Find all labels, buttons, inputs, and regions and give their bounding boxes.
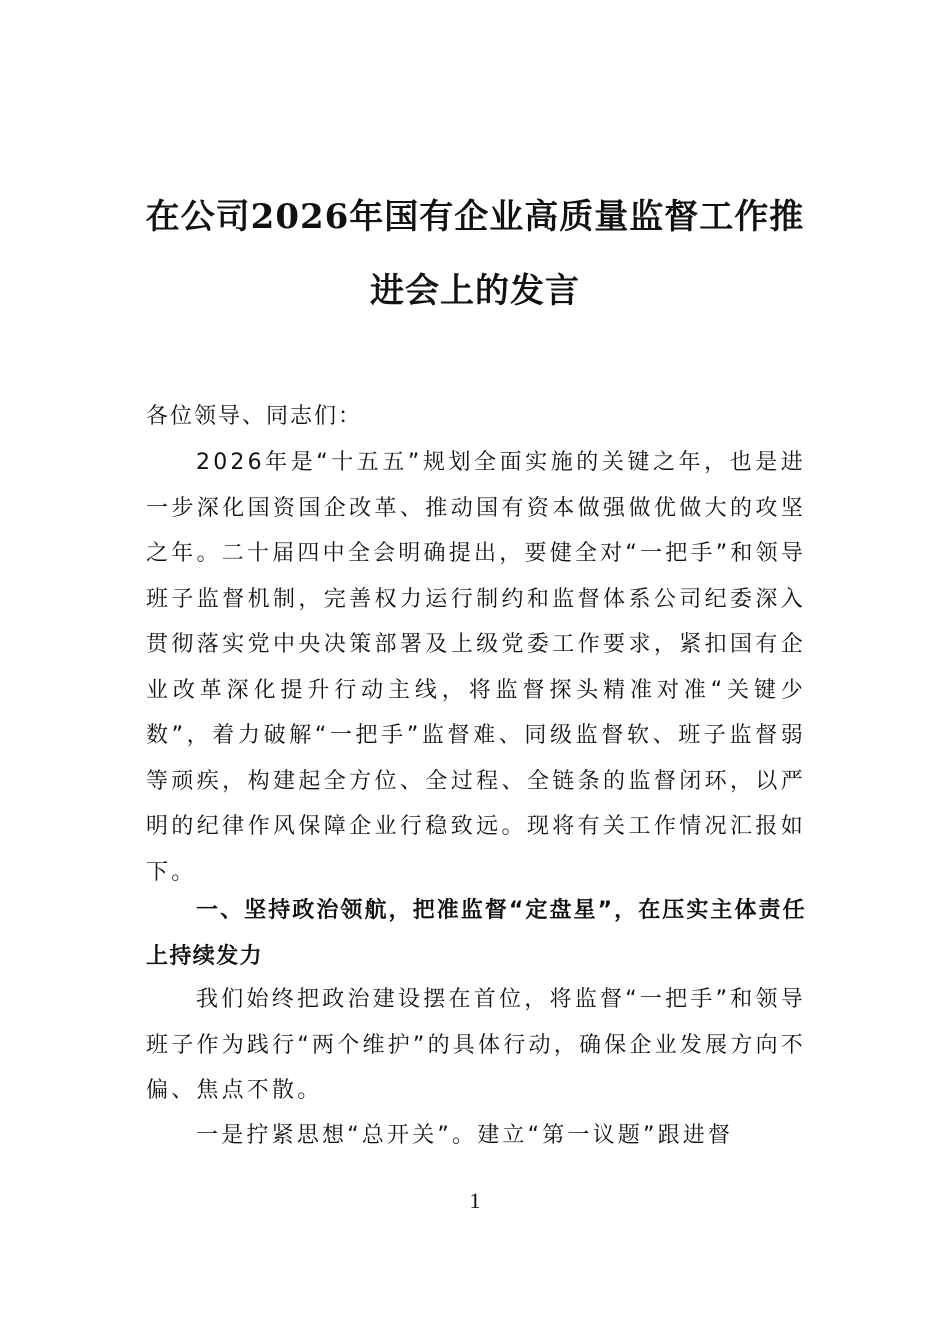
salutation: 各位领导、同志们： (146, 404, 363, 429)
document-title-line-1: 在公司2026年国有企业高质量监督工作推 (145, 197, 805, 237)
paragraph-intro: 2026年是“十五五”规划全面实施的关键之年，也是进一步深化国资国企改革、推动国有资本做强做优做大的攻坚之年。二十届四中全会明确提出，要健全对“一把手”和领导班子监督机制，完善权力运行制约和监督体系公司纪委深入贯彻落实党中央决策部署及上级党委工作要求，紧扣国有企业改革深化提升行动主线，将监督探头精准对准“关键少数”，着力破解“一把手”监督难、同级监督软、班子监督弱等顽疾，构建起全方位、全过程、全链条的监督闭环，以严明的纪律作风保障企业行稳致远。现将有关工作情况汇报如下。 (146, 450, 806, 885)
document-title-line-2: 进会上的发言 (370, 271, 580, 311)
section-heading-1: 一、坚持政治领航，把准监督“定盘星”，在压实主体责任上持续发力 (146, 898, 806, 969)
paragraph-section-1: 我们始终把政治建设摆在首位，将监督“一把手”和领导班子作为践行“两个维护”的具体行动，确保企业发展方向不偏、焦点不散。 (146, 987, 806, 1103)
page-number: 1 (469, 1188, 481, 1213)
paragraph-point-1: 一是拧紧思想“总开关”。建立“第一议题”跟进督 (196, 1123, 734, 1148)
